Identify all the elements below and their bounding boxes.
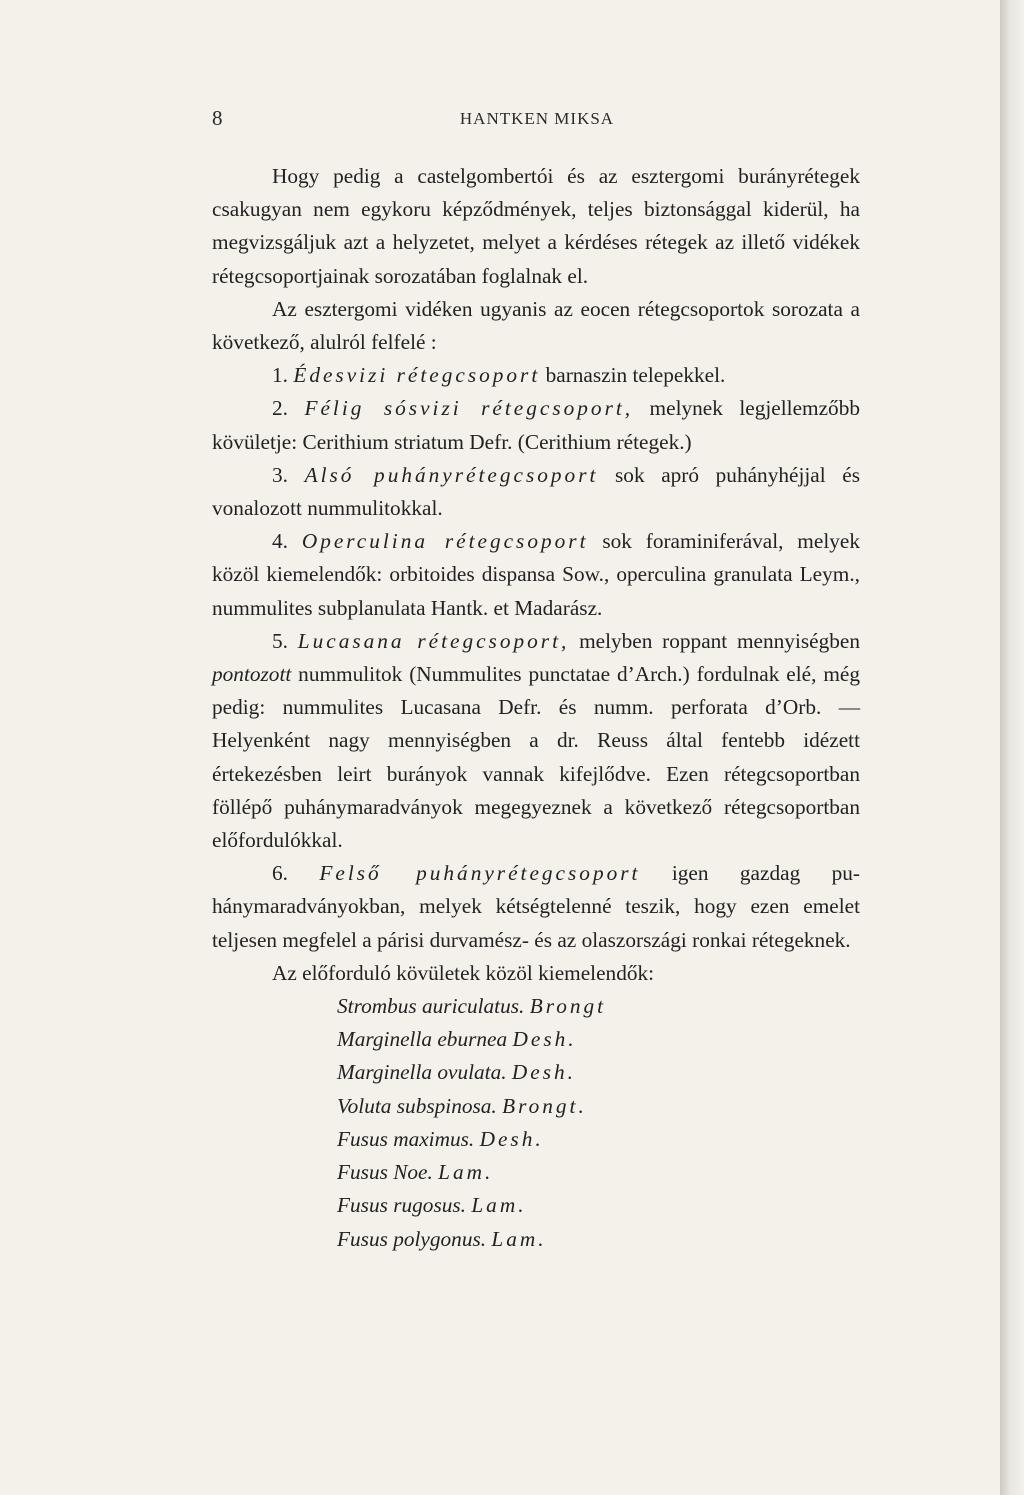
item-text: melyben roppant mennyiségben xyxy=(569,628,860,653)
fossil-item: Marginella ovulata. Desh. xyxy=(337,1060,576,1085)
page-body xyxy=(212,160,860,1256)
item-text: sok foraminiferával, melyek közöl kiemelendők: orbitoides dispansa Sow., operculina granulata Leym., nummulites subplanulata Hantk. et Madarász. xyxy=(212,529,860,620)
item-number: 2. xyxy=(272,396,288,421)
item-term: Édesvizi rétegcsoport xyxy=(293,363,541,388)
item-number: 4. xyxy=(272,529,288,554)
fossil-item: Marginella eburnea Desh. xyxy=(337,1027,577,1052)
fossil-item: Fusus Noe. Lam. xyxy=(337,1160,494,1185)
paragraph: Az esztergomi vidéken ugyanis az eocen rétegcsoportok sorozata a következő, alulról felfelé : xyxy=(212,296,860,355)
paragraph: Hogy pedig a castelgombertói és az esztergomi burányrétegek csakugyan nem egykoru képződmények, teljes biztonsággal kiderül, ha megvizsgáljuk azt a helyzetet, melyet a kérdéses rétegek az illető vidékek rétegcsoportjainak sorozatában foglalnak el. xyxy=(212,164,860,288)
item-number: 5. xyxy=(272,628,288,653)
list-item xyxy=(212,625,860,857)
list-item xyxy=(212,525,860,625)
running-title: HANTKEN MIKSA xyxy=(459,109,615,128)
fossils-intro: Az előforduló kövületek közöl kiemelendők: xyxy=(272,960,655,985)
item-term: Lucasana rétegcsoport, xyxy=(297,628,570,653)
list-item xyxy=(212,392,860,458)
item-term: Felső puhányrétegcsoport xyxy=(319,861,641,886)
item-text: barnaszin telepekkel. xyxy=(540,363,726,388)
list-item xyxy=(212,359,860,392)
item-number: 3. xyxy=(272,462,288,487)
fossil-item: Strombus auriculatus. Brongt xyxy=(337,994,607,1019)
running-header xyxy=(212,106,862,136)
item-term: Alsó puhányrétegcsoport xyxy=(304,462,599,487)
list-item xyxy=(212,857,860,957)
fossil-list xyxy=(337,990,860,1256)
item-text: nummulitok (Nummulites punctatae d’Arch.) fordulnak elé, még pedig: nummulites Lucasana Defr. és numm. perforata d’Orb. — Helyenként nagy mennyiségben a dr. Reuss által fentebb idézett értekezésben leirt burányok vannak kifejlődve. Ezen rétegcsoportban föllépő puhánymaradványok megegyeznek a következő rétegcsoportban előfordulókkal. xyxy=(212,662,860,853)
fossil-item: Fusus rugosus. Lam. xyxy=(337,1193,527,1218)
item-number: 1. xyxy=(272,363,288,388)
page-edge xyxy=(1000,0,1024,1495)
fossil-item: Fusus maximus. Desh. xyxy=(337,1126,544,1151)
item-text: igen gazdag puhánymaradványokban, melyek kétségtelenné teszik, hogy ezen emelet teljesen megfelel a párisi durvamész- és az olaszországi ronkai rétegeknek. xyxy=(212,861,861,952)
item-term: Operculina rétegcsoport xyxy=(301,529,589,554)
item-number: 6. xyxy=(272,861,288,886)
item-term: Félig sósvizi rétegcsoport, xyxy=(304,396,634,421)
fossil-item: Voluta subspinosa. Brongt. xyxy=(337,1093,587,1118)
fossil-item: Fusus polygonus. Lam. xyxy=(337,1226,547,1251)
item-text: sok apró puhányhéjjal és vonalozott nummulitokkal. xyxy=(212,462,860,521)
list-item xyxy=(212,459,860,525)
item-italic-text: pontozott xyxy=(212,662,292,687)
item-text: melynek legjellemzőbb kövületje: Cerithium striatum Defr. (Cerithium rétegek.) xyxy=(212,396,860,454)
page-number: 8 xyxy=(212,106,224,130)
